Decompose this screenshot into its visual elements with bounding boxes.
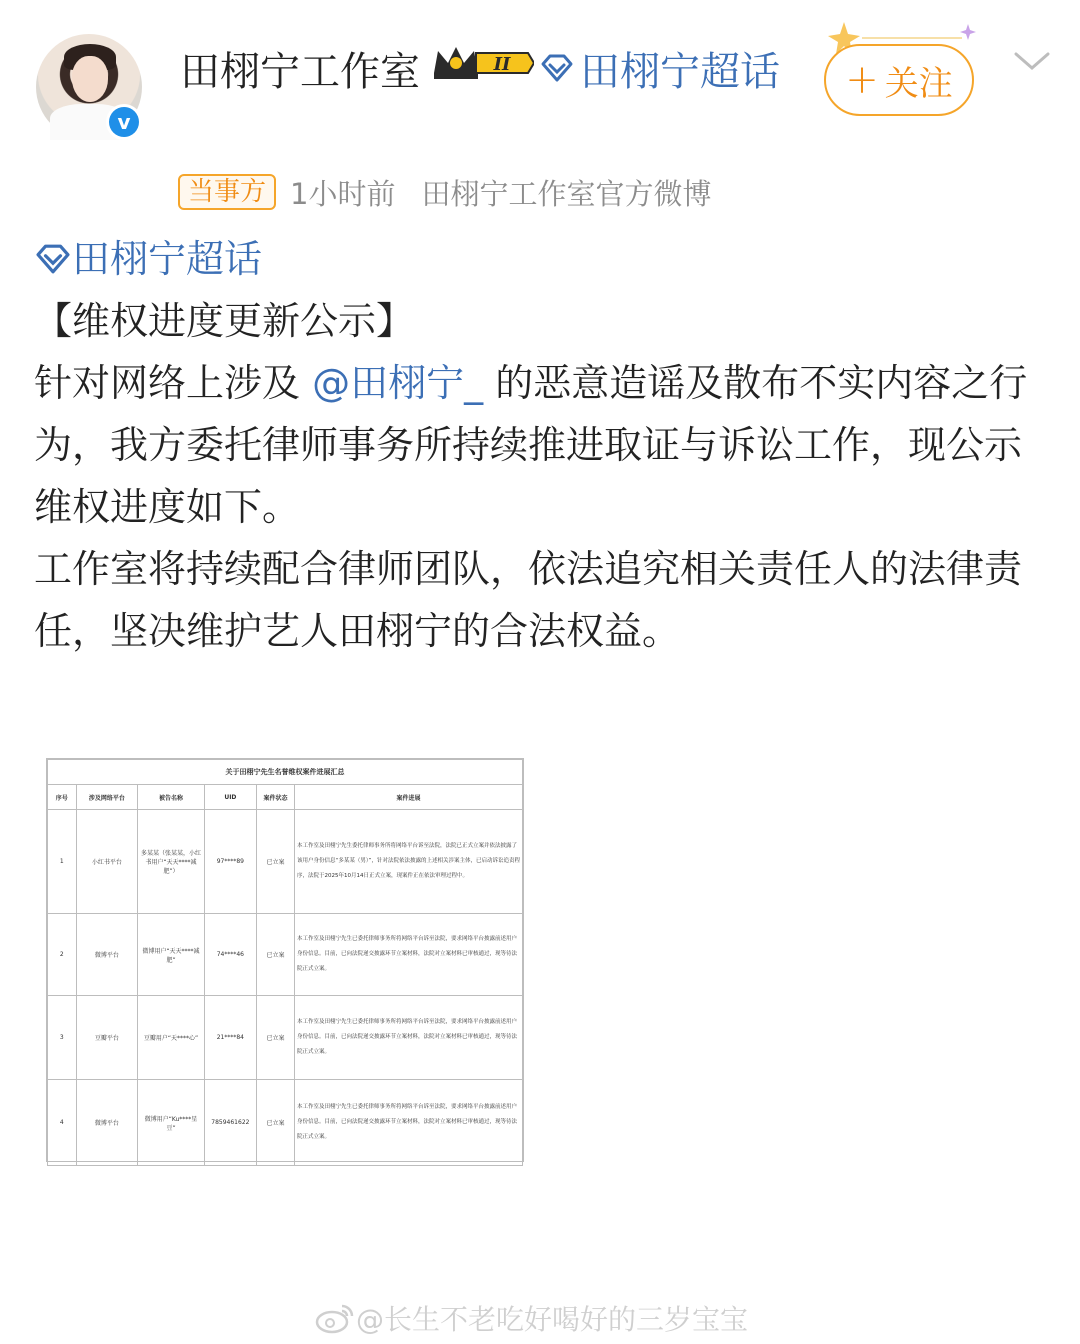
plus-icon: + [845,57,879,103]
chevron-down-icon[interactable] [1012,46,1052,76]
table-cell: 本工作室及田栩宁先生已委托律师事务所将网络平台诉至法院，要求网络平台披露前述用户身份信息。目前，已向法院递交披露环节立案材料，法院对立案材料已审核通过，现等待法院正式立案。 [295,1080,523,1166]
post-paragraph-2: 工作室将持续配合律师团队，依法追究相关责任人的法律责任，坚决维护艺人田栩宁的合法权益。 [34,547,1023,653]
table-cell: 豆瓣平台 [76,996,138,1080]
table-row [48,914,523,996]
table-cell: 多某某（张某某，小红书用户“天天****减肥”） [138,810,205,914]
attached-document-image[interactable] [46,758,524,1162]
table-cell: 本工作室及田栩宁先生已委托律师事务所将网络平台诉至法院，要求网络平台披露前述用户身份信息。目前，已向法院递交披露环节立案材料，法院对立案材料已审核通过，现等待法院正式立案。 [295,996,523,1080]
table-header: UID [204,785,256,810]
super-topic-diamond-icon [540,38,574,102]
table-cell: 已立案 [257,810,295,914]
table-cell: 7859461622 [204,1080,256,1166]
table-cell: 本工作室及田栩宁先生已委托律师事务所将网络平台诉至法院，要求网络平台披露前述用户身份信息。目前，已向法院递交披露环节立案材料，法院对立案材料已审核通过，现等待法院正式立案。 [295,914,523,996]
post-meta [178,172,711,212]
watermark [314,1298,748,1338]
table-cell: 微博平台 [76,1080,138,1166]
para1-suffix: 的恶意造谣及散布不实内容之行为，我方委托律师事务所持续推进取证与诉讼工作，现公示维权进度如下。 [34,361,1028,529]
super-topic-label: 田栩宁超话 [72,237,263,281]
post-heading: 【维权进度更新公示】 [34,299,415,343]
table-cell: 已立案 [257,914,295,996]
verified-icon: v [106,104,142,140]
table-row [48,810,523,914]
table-row [48,1080,523,1166]
super-topic-diamond-icon [34,243,72,275]
table-header: 被告名称 [138,785,205,810]
table-cell: 1 [48,810,77,914]
table-cell: 74****46 [204,914,256,996]
table-header: 案件状态 [257,785,295,810]
table-header: 案件进展 [295,785,523,810]
super-topic-link[interactable]: 田栩宁超话 [580,49,780,95]
post-time: 1小时前 [290,176,396,211]
table-row [48,996,523,1080]
post-paragraph-1 [34,352,1044,538]
follow-label: 关注 [884,63,953,104]
table-cell: 本工作室及田栩宁先生委托律师事务所将网络平台诉至法院，法院已正式立案并依法披露了该用户身份信息“多某某（男）”，针对法院依法披露的上述相关涉案主体，已启动诉讼追责程序，法院于2025年10月14日正式立案，现案件正在依法审理过程中。 [295,810,523,914]
level-badge-text: II [493,54,511,75]
role-tag: 当事方 [178,174,276,210]
table-cell: 微博平台 [76,914,138,996]
table-cell: 2 [48,914,77,996]
author-header [180,40,800,106]
author-name[interactable]: 田栩宁工作室 [180,49,420,95]
watermark-text: @长生不老吃好喝好的三岁宝宝 [356,1303,749,1336]
table-header: 序号 [48,785,77,810]
super-topic-tag[interactable] [34,237,262,281]
table-cell: 已立案 [257,996,295,1080]
case-progress-table [47,759,523,1166]
table-cell: 微博用户“天天****减肥” [138,914,205,996]
table-header: 涉及网络平台 [76,785,138,810]
post-content [34,228,1044,662]
mention-link[interactable]: @田栩宁_ [312,361,484,405]
crown-icon[interactable] [430,38,534,102]
table-cell: 已立案 [257,1080,295,1166]
table-cell: 97****89 [204,810,256,914]
table-cell: 21****84 [204,996,256,1080]
table-cell: 微博用户“Ku****星豆” [138,1080,205,1166]
post-source[interactable]: 田栩宁工作室官方微博 [421,176,712,211]
table-cell: 豆瓣用户“天****心” [138,996,205,1080]
avatar-face [72,56,108,102]
table-cell: 小红书平台 [76,810,138,914]
weibo-logo-icon [314,1302,356,1334]
follow-button[interactable] [824,44,974,116]
table-cell: 3 [48,996,77,1080]
document-title: 关于田栩宁先生名誉维权案件进展汇总 [48,760,523,785]
table-cell: 4 [48,1080,77,1166]
para1-prefix: 针对网络上涉及 [34,361,313,405]
